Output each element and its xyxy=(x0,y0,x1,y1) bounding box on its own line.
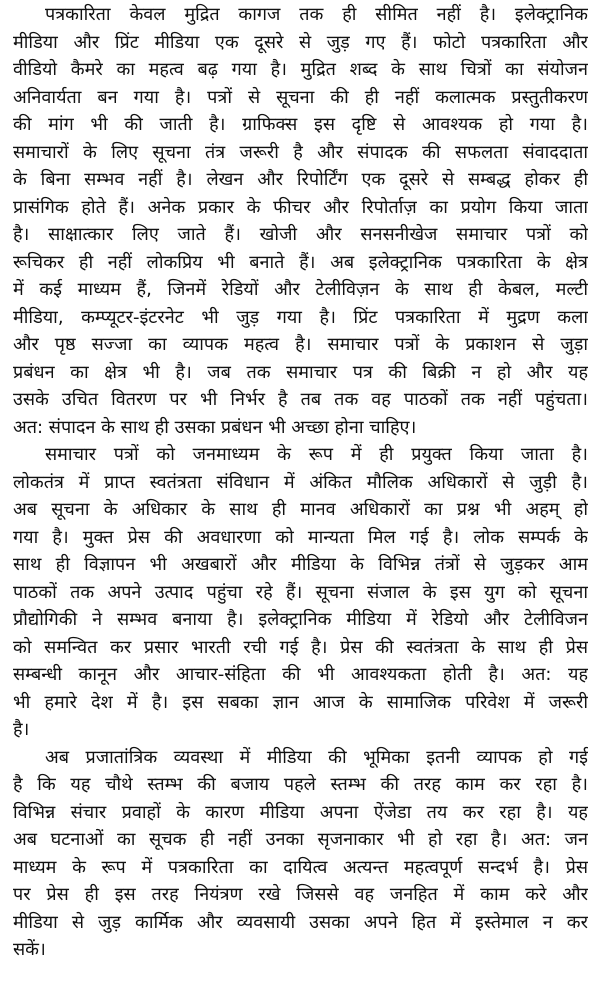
text-line: है। साक्षात्कार लिए जाते हैं। खोजी और सनसनीखेज समाचार पत्रों को xyxy=(13,224,588,245)
text-line: सकें। xyxy=(13,939,46,960)
text-line: समाचार पत्रों को जनमाध्यम के रूप में ही प्रयुक्त किया जाता है। xyxy=(45,444,588,465)
text-line: प्रौद्योगिकी ने सम्भव बनाया है। इलेक्ट्रानिक मीडिया में रेडियो और टेलीविजन xyxy=(13,609,588,630)
text-line: माध्यम के रूप में पत्रकारिता का दायित्व अत्यन्त महत्वपूर्ण सन्दर्भ है। प्रेस xyxy=(13,856,588,878)
text-line: भी हमारे देश में है। इस सबका ज्ञान आज के सामाजिक परिवेश में जरूरी xyxy=(13,691,588,713)
text-line: में कई माध्यम हैं, जिनमें रेडियों और टेलीविज़न के साथ ही केबल, मल्टी xyxy=(13,279,588,300)
text-line: सम्बन्धी कानून और आचार-संहिता की भी आवश्यकता होती है। अत: यह xyxy=(13,664,588,685)
text-line: प्रासंगिक होते हैं। अनेक प्रकार के फीचर और रिपोर्ताज़ का प्रयोग किया जाता xyxy=(13,196,588,218)
text-line: विभिन्न संचार प्रवाहों के कारण मीडिया अपना ऐंजेडा तय कर रहा है। यह xyxy=(13,801,588,823)
text-line: मीडिया और प्रिंट मीडिया एक दूसरे से जुड़ गए हैं। फोटो पत्रकारिता और xyxy=(13,31,588,53)
text-line: की मांग भी की जाती है। ग्राफिक्स इस दृष्टि से आवश्यक हो गया है। xyxy=(13,114,588,135)
text-line: अब सूचना के अधिकार के साथ ही मानव अधिकारों का प्रश्न भी अहम् हो xyxy=(13,499,588,520)
text-line: समाचारों के लिए सूचना तंत्र जरूरी है और संपादक की सफलता संवाददाता xyxy=(13,141,588,163)
text-line: अत: संपादन के साथ ही उसका प्रबंधन भी अच्छा होना चाहिए। xyxy=(13,416,417,438)
text-line: मीडिया से जुड़ कार्मिक और व्यवसायी उसका अपने हित में इस्तेमाल न कर xyxy=(13,911,588,933)
text-line: वीडियो कैमरे का महत्व बढ़ गया है। मुद्रित शब्द के साथ चित्रों का संयोजन xyxy=(13,59,588,80)
text-line: अनिवार्यता बन गया है। पत्रों से सूचना की ही नहीं कलात्मक प्रस्तुतीकरण xyxy=(13,86,588,108)
text-line: गया है। मुक्त प्रेस की अवधारणा को मान्यता मिल गई है। लोक सम्पर्क के xyxy=(13,526,588,548)
text-line: पत्रकारिता केवल मुद्रित कागज तक ही सीमित नहीं है। इलेक्ट्रानिक xyxy=(45,4,588,25)
text-line: रूचिकर ही नहीं लोकप्रिय भी बनाते हैं। अब इलेक्ट्रानिक पत्रकारिता के क्षेत्र xyxy=(13,251,588,273)
text-line: को समन्वित कर प्रसार भारती रची गई है। प्रेस की स्वतंत्रता के साथ ही प्रेस xyxy=(13,636,588,658)
text-line: पाठकों तक अपने उत्पाद पहुंचा रहे हैं। सूचना संजाल के इस युग को सूचना xyxy=(13,581,588,603)
paragraph xyxy=(13,1,588,441)
text-line: अब घटनाओं का सूचक ही नहीं उनका सृजनाकार भी हो रहा है। अत: जन xyxy=(13,829,588,850)
text-line: मीडिया, कम्प्यूटर-इंटरनेट भी जुड़ गया है। प्रिंट पत्रकारिता में मुद्रण कला xyxy=(13,306,588,328)
paragraph xyxy=(13,441,588,744)
text-line: लोकतंत्र में प्राप्त स्वतंत्रता संविधान में अंकित मौलिक अधिकारों से जुड़ी है। xyxy=(13,471,588,493)
text-line: है कि यह चौथे स्तम्भ की बजाय पहले स्तम्भ की तरह काम कर रहा है। xyxy=(13,774,588,795)
text-line: अब प्रजातांत्रिक व्यवस्था में मीडिया की भूमिका इतनी व्यापक हो गई xyxy=(45,746,588,768)
text-line: उसके उचित वितरण पर भी निर्भर है तब तक वह पाठकों तक नहीं पहुंचता। xyxy=(13,389,588,410)
text-line: प्रबंधन का क्षेत्र भी है। जब तक समाचार पत्र की बिक्री न हो और यह xyxy=(13,361,588,383)
text-line: और पृष्ठ सज्जा का व्यापक महत्व है। समाचार पत्रों के प्रकाशन से जुड़ा xyxy=(13,334,588,355)
text-line: है। xyxy=(13,719,30,740)
text-line: के बिना सम्भव नहीं है। लेखन और रिपोर्टिंग एक दूसरे से सम्बद्ध होकर ही xyxy=(13,169,588,190)
paragraph xyxy=(13,744,588,964)
text-line: पर प्रेस ही इस तरह नियंत्रण रखे जिससे वह जनहित में काम करे और xyxy=(13,884,588,905)
text-line: साथ ही विज्ञापन भी अखबारों और मीडिया के विभिन्न तंत्रों से जुड़कर आम xyxy=(13,554,588,575)
